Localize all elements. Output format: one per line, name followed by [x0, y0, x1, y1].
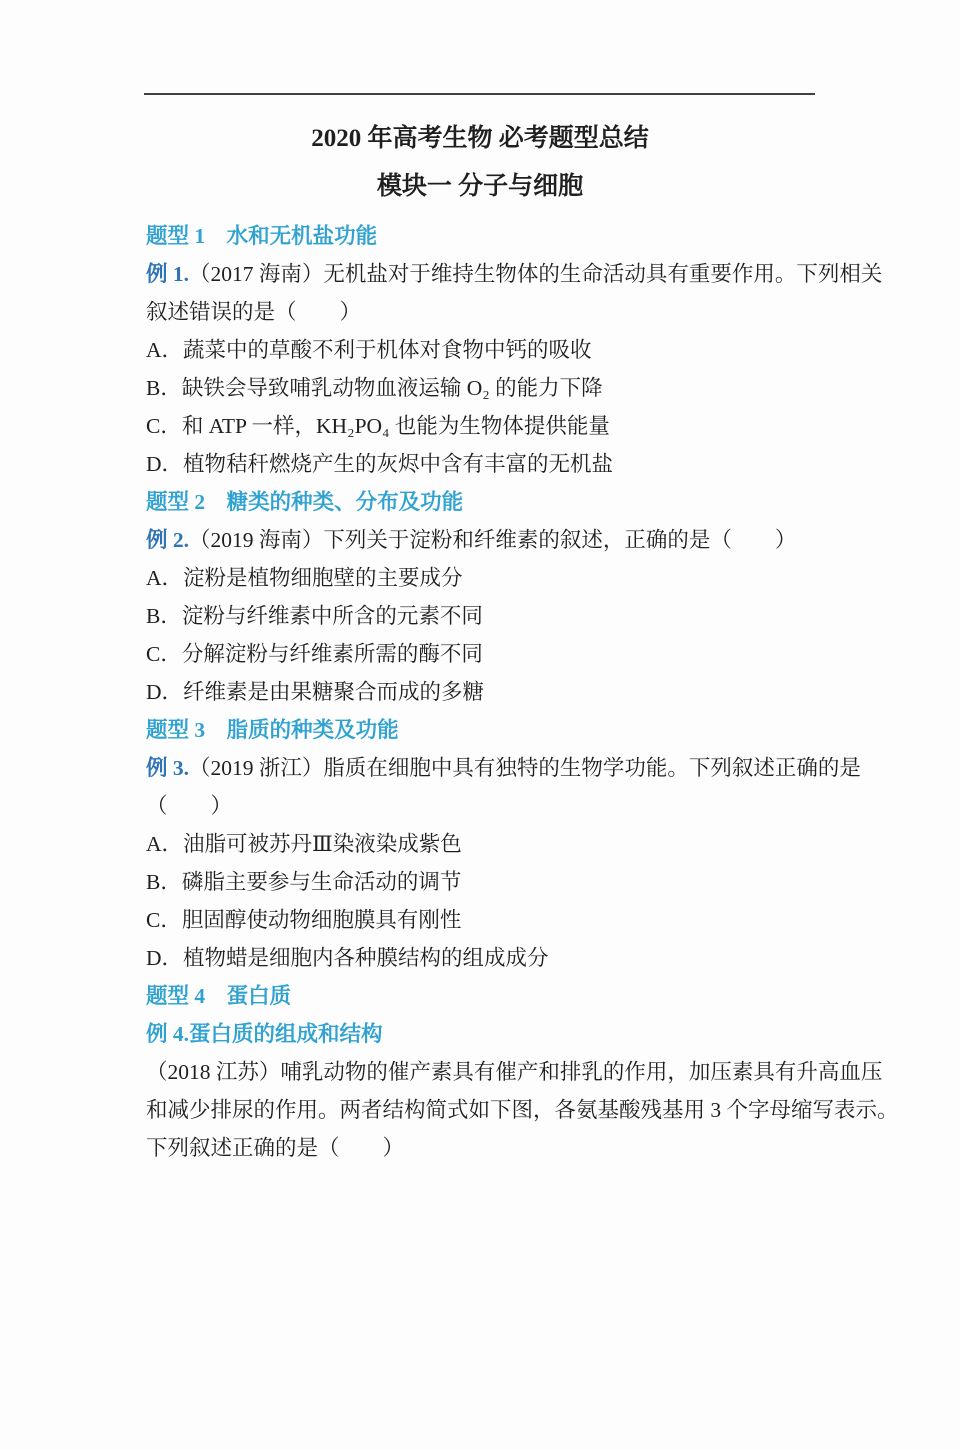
option-line-3d: D．植物蜡是细胞内各种膜结构的组成成分 — [146, 946, 549, 970]
option-line-3a: A．油脂可被苏丹Ⅲ染液染成紫色 — [146, 832, 462, 856]
option-line-1a: A．蔬菜中的草酸不利于机体对食物中钙的吸收 — [146, 338, 592, 362]
example-text-2: （2019 海南）下列关于淀粉和纤维素的叙述，正确的是（ ） — [189, 528, 797, 552]
paragraph-line-1: （2018 江苏）哺乳动物的催产素具有催产和排乳的作用，加压素具有升高血压 — [146, 1060, 883, 1084]
paragraph-line-3: 下列叙述正确的是（ ） — [146, 1136, 405, 1160]
option-line-2b: B．淀粉与纤维素中所含的元素不同 — [146, 604, 483, 628]
section-heading-3: 题型 3 脂质的种类及功能 — [146, 718, 399, 742]
option-line-3b: B．磷脂主要参与生命活动的调节 — [146, 870, 462, 894]
section-heading-4: 题型 4 蛋白质 — [146, 984, 292, 1008]
option-line-2d: D．纤维素是由果糖聚合而成的多糖 — [146, 680, 485, 704]
option-line-1b: B．缺铁会导致哺乳动物血液运输 O₂ 的能力下降 — [146, 376, 603, 400]
example-label-1: 例 1. — [146, 262, 190, 286]
example-label-2: 例 2. — [146, 528, 190, 552]
option-line-2c: C．分解淀粉与纤维素所需的酶不同 — [146, 642, 483, 666]
example-heading-4: 例 4.蛋白质的组成和结构 — [146, 1022, 383, 1046]
example-line-3 — [146, 749, 930, 787]
document-page — [0, 93, 960, 1167]
option-line-3c: C．胆固醇使动物细胞膜具有刚性 — [146, 908, 462, 932]
module-subtitle: 模块一 分子与细胞 — [376, 173, 584, 200]
option-line-1c: C．和 ATP 一样，KH₂PO₄ 也能为生物体提供能量 — [146, 414, 610, 438]
header-rule — [144, 93, 815, 95]
example-text-1: （2017 海南）无机盐对于维持生物体的生命活动具有重要作用。下列相关 — [189, 262, 883, 286]
question-line: 叙述错误的是（ ） — [146, 300, 362, 324]
question-line: （ ） — [146, 794, 233, 818]
section-heading-1: 题型 1 水和无机盐功能 — [146, 224, 378, 248]
example-label-3: 例 3. — [146, 756, 190, 780]
example-line-1 — [146, 255, 930, 293]
option-line-2a: A．淀粉是植物细胞壁的主要成分 — [146, 566, 463, 590]
example-line-2 — [146, 521, 930, 559]
page-title: 2020 年高考生物 必考题型总结 — [311, 125, 649, 152]
section-heading-2: 题型 2 糖类的种类、分布及功能 — [146, 490, 464, 514]
paragraph-line-2: 和减少排尿的作用。两者结构简式如下图，各氨基酸残基用 3 个字母缩写表示。 — [146, 1098, 899, 1122]
option-line-1d: D．植物秸秆燃烧产生的灰烬中含有丰富的无机盐 — [146, 452, 614, 476]
content-area — [0, 217, 960, 1167]
example-text-3: （2019 浙江）脂质在细胞中具有独特的生物学功能。下列叙述正确的是 — [189, 756, 861, 780]
